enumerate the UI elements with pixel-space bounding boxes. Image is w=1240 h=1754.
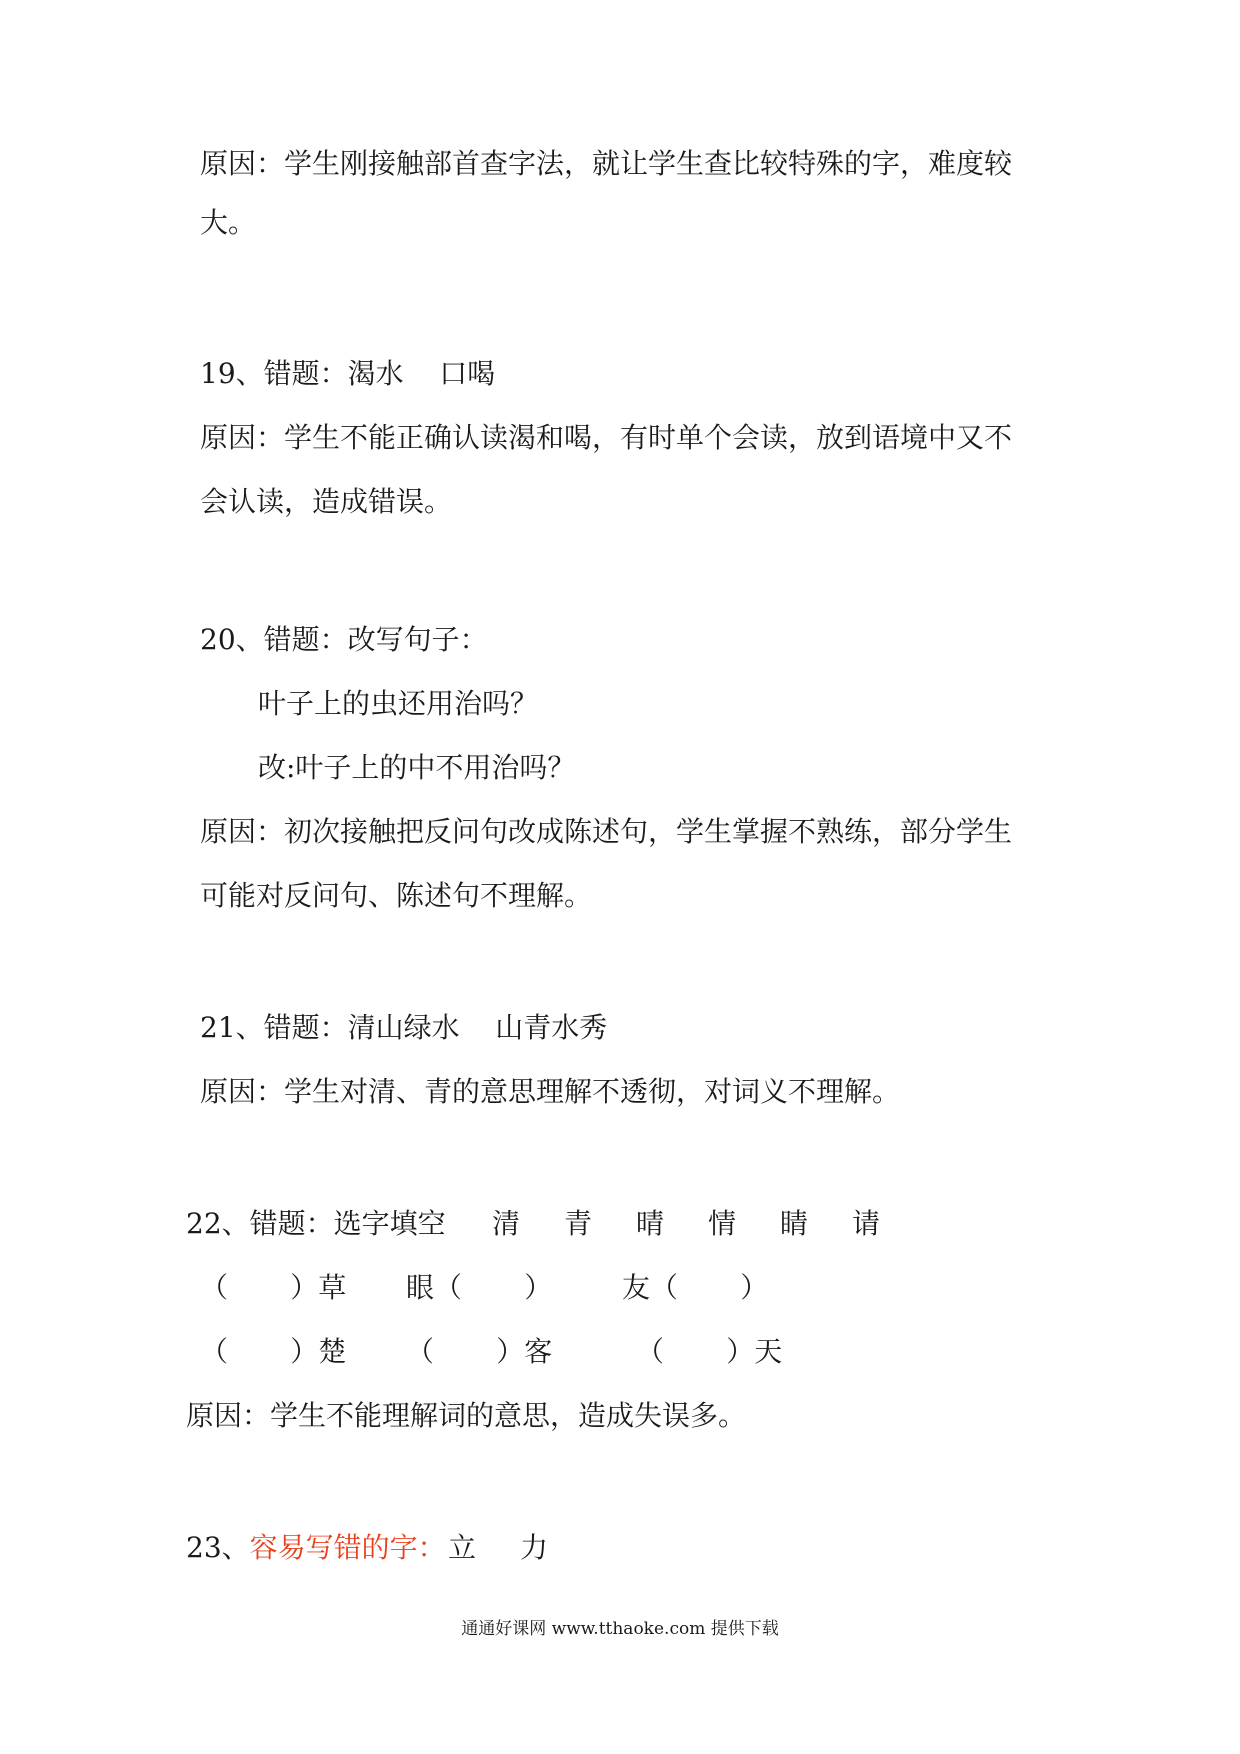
answer-20: 改:叶子上的中不用治吗？: [258, 751, 576, 784]
question-22: 22、错题：选字填空: [186, 1207, 446, 1240]
question-23: [186, 1530, 446, 1566]
question-21: 21、错题：清山绿水 山青水秀: [200, 1011, 608, 1044]
page-footer: 通通好课网 www.tthaoke.com 提供下载: [461, 1619, 779, 1639]
fill-blank-item: （ ）天: [636, 1335, 783, 1368]
choice-char: 清: [492, 1207, 521, 1240]
choice-char: 请: [852, 1207, 881, 1240]
reason-21: 原因：学生对清、青的意思理解不透彻，对词义不理解。: [200, 1075, 901, 1108]
reason-20-line-2: 可能对反问句、陈述句不理解。: [200, 879, 593, 912]
tricky-char: 力: [520, 1531, 549, 1564]
fill-blank-item: （ ）客: [406, 1335, 553, 1368]
reason-22: 原因：学生不能理解词的意思，造成失误多。: [186, 1399, 747, 1432]
reason-19-line-1: 原因：学生不能正确认读渴和喝，有时单个会读，放到语境中又不: [200, 421, 1013, 454]
question-23-number: 23、: [186, 1531, 250, 1564]
fill-blank-item: （ ）楚: [200, 1335, 347, 1368]
reason-20-line-1: 原因：初次接触把反问句改成陈述句，学生掌握不熟练，部分学生: [200, 815, 1013, 848]
reason-18-line-1: 原因：学生刚接触部首查字法，就让学生查比较特殊的字，难度较: [200, 147, 1013, 180]
sentence-20: 叶子上的虫还用治吗？: [258, 687, 539, 720]
reason-18-line-2: 大。: [200, 206, 257, 239]
question-20: 20、错题：改写句子：: [200, 623, 488, 656]
fill-blank-item: 友（ ）: [622, 1271, 769, 1304]
question-19: 19、错题：渴水 口喝: [200, 357, 496, 390]
choice-char: 青: [564, 1207, 593, 1240]
reason-19-line-2: 会认读，造成错误。: [200, 485, 453, 518]
choice-char: 情: [708, 1207, 737, 1240]
fill-blank-item: 眼（ ）: [406, 1271, 553, 1304]
choice-char: 睛: [780, 1207, 809, 1240]
choice-char: 晴: [636, 1207, 665, 1240]
tricky-char: 立: [448, 1531, 477, 1564]
question-23-label: 容易写错的字：: [249, 1531, 446, 1564]
fill-blank-item: （ ）草: [200, 1271, 347, 1304]
